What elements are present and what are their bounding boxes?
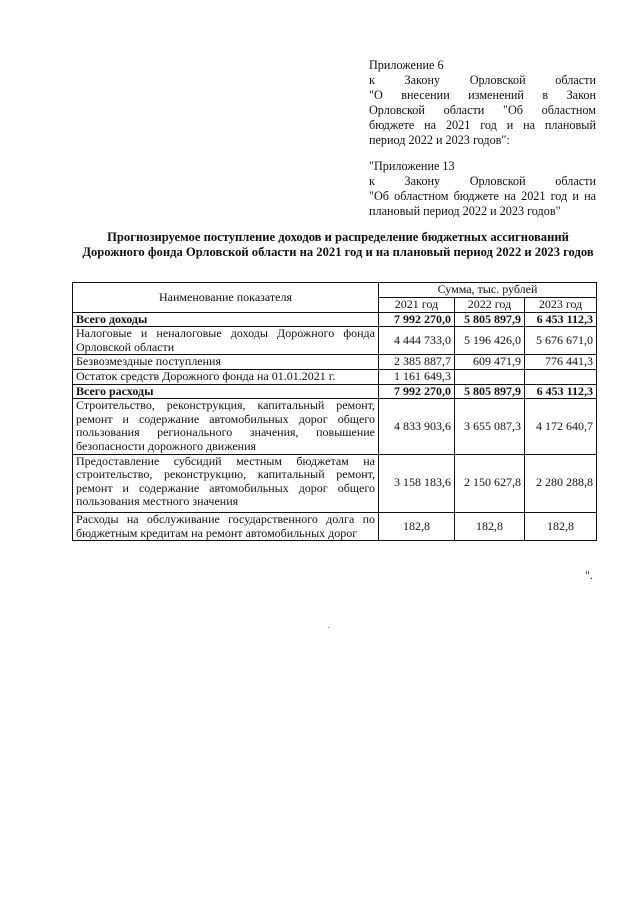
appendix-6-line-6: период 2022 и 2023 годов":	[369, 133, 510, 147]
value-2023: 182,8	[525, 512, 597, 540]
value-2022: 182,8	[455, 512, 525, 540]
budget-table	[72, 282, 597, 541]
row-name: Безвозмездные поступления	[73, 355, 379, 370]
value-2021: 3 158 183,6	[379, 454, 455, 512]
word: на	[424, 118, 437, 132]
appendix-13-title: "Приложение 13	[369, 159, 455, 173]
header-year-2021: 2021 год	[379, 298, 455, 313]
value-2021: 182,8	[379, 512, 455, 540]
appendix-13-law-title: "Об областном бюджете на 2021 год и на плановый период 2022 и 2023 годов"	[369, 189, 596, 218]
header-year-2023: 2023 год	[525, 298, 597, 313]
word: изменений	[468, 88, 524, 102]
scan-speck	[328, 627, 329, 628]
word: Орловской	[369, 103, 425, 117]
table-row	[73, 512, 597, 540]
word: области	[555, 73, 596, 87]
value-2023: 5 676 671,0	[525, 327, 597, 355]
table-row	[73, 454, 597, 512]
row-name: Предоставление субсидий местным бюджетам на строительство, реконструкцию, капитальный ремонт, ремонт и содержание автомобильных дорог общего пользования местного значения	[73, 454, 379, 512]
value-2021: 2 385 887,7	[379, 355, 455, 370]
word: "Об	[503, 103, 523, 117]
word: Орловской	[469, 73, 526, 87]
word: области	[443, 103, 485, 117]
table-row	[73, 355, 597, 370]
row-name: Всего доходы	[73, 312, 379, 327]
closing-quote-mark: ".	[585, 568, 593, 582]
table-row	[73, 327, 597, 355]
value-2021: 4 833 903,6	[379, 399, 455, 454]
value-2022: 5 196 426,0	[455, 327, 525, 355]
value-2021: 7 992 270,0	[379, 312, 455, 327]
header-year-2022: 2022 год	[455, 298, 525, 313]
appendix-6-line-4	[369, 103, 596, 118]
word: плановый	[544, 118, 596, 132]
appendix-6-line-3	[369, 88, 596, 103]
appendix-6-line-5	[369, 118, 596, 133]
appendix-13-line-2	[369, 174, 596, 189]
row-name: Расходы на обслуживание государственного долга по бюджетным кредитам на ремонт автомобильных дорог	[73, 512, 379, 540]
value-2022: 3 655 087,3	[455, 399, 525, 454]
document-title: Прогнозируемое поступление доходов и распределение бюджетных ассигнований Дорожного фонда Орловской области на 2021 год и на плановый период 2022 и 2023 годов	[82, 230, 594, 259]
appendix-6-line-2	[369, 73, 596, 88]
word: области	[555, 174, 596, 188]
appendix-13-block	[369, 159, 596, 219]
value-2022: 2 150 627,8	[455, 454, 525, 512]
word: Закону	[404, 73, 441, 87]
value-2021: 4 444 733,0	[379, 327, 455, 355]
word: год	[480, 118, 497, 132]
value-2021: 1 161 649,3	[379, 369, 455, 384]
word: Орловской	[469, 174, 526, 188]
word: на	[523, 118, 536, 132]
value-2021: 7 992 270,0	[379, 384, 455, 399]
header-sum: Сумма, тыс. рублей	[379, 283, 597, 298]
value-2023: 4 172 640,7	[525, 399, 597, 454]
word: и	[506, 118, 514, 132]
row-name: Строительство, реконструкция, капитальный ремонт, ремонт и содержание автомобильных дорог общего пользования регионального значения, повышение безопасности дорожного движения	[73, 399, 379, 454]
word: к	[369, 73, 375, 87]
table-row	[73, 384, 597, 399]
word: "О	[369, 88, 383, 102]
word: в	[542, 88, 549, 102]
value-2022	[455, 369, 525, 384]
value-2022: 5 805 897,9	[455, 312, 525, 327]
word: внесении	[401, 88, 450, 102]
row-name: Всего расходы	[73, 384, 379, 399]
value-2022: 609 471,9	[455, 355, 525, 370]
row-name: Налоговые и неналоговые доходы Дорожного фонда Орловской области	[73, 327, 379, 355]
table-row	[73, 399, 597, 454]
word: Закону	[404, 174, 441, 188]
value-2022: 5 805 897,9	[455, 384, 525, 399]
value-2023: 776 441,3	[525, 355, 597, 370]
value-2023: 6 453 112,3	[525, 384, 597, 399]
value-2023: 6 453 112,3	[525, 312, 597, 327]
word: Закон	[566, 88, 596, 102]
row-name: Остаток средств Дорожного фонда на 01.01.2021 г.	[73, 369, 379, 384]
value-2023: 2 280 288,8	[525, 454, 597, 512]
appendix-6-title: Приложение 6	[369, 58, 444, 72]
word: к	[369, 174, 375, 188]
table-row	[73, 312, 597, 327]
appendix-6-block	[369, 58, 596, 148]
table-row	[73, 369, 597, 384]
word: бюджете	[369, 118, 415, 132]
word: областном	[541, 103, 596, 117]
value-2023	[525, 369, 597, 384]
header-indicator-name: Наименование показателя	[73, 283, 379, 313]
word: 2021	[445, 118, 471, 132]
